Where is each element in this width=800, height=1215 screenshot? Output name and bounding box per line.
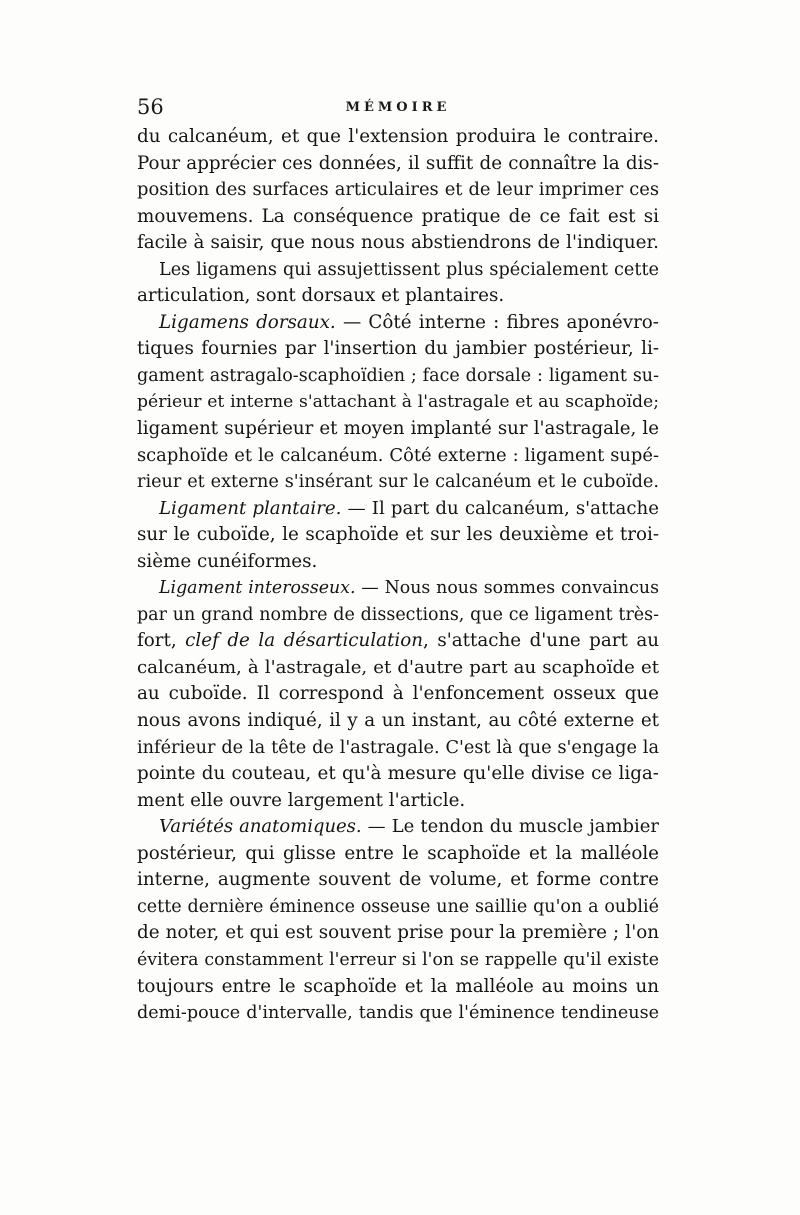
emphasis: clef de la désarticulation [185, 630, 424, 652]
text-line: interne, augmente souvent de volume, et forme contre [137, 869, 659, 891]
text-line: au cuboïde. Il correspond à l'enfoncement osseux que [137, 683, 659, 705]
page-number: 56 [137, 95, 164, 119]
text-line: Les ligamens qui assujettissent plus spécialement cette [159, 259, 659, 280]
text-line: fort, clef de la désarticulation, s'attache d'une part au [137, 630, 659, 652]
text-line: périeur et interne s'attachant à l'astragale et au scaphoïde; [137, 392, 659, 413]
running-head: MÉMOIRE [345, 100, 451, 115]
text-line: évitera constamment l'erreur si l'on se rappelle qu'il existe [137, 949, 659, 970]
text-line: mouvemens. La conséquence pratique de ce fait est si [137, 205, 659, 227]
text-line: cette dernière éminence osseuse une saillie qu'on a oublié [137, 896, 659, 917]
body-text [137, 124, 659, 1027]
text-line: Ligament plantaire. — Il part du calcanéum, s'attache [159, 497, 659, 519]
text-line: Pour apprécier ces données, il suffit de connaître la dis- [137, 152, 659, 174]
section-heading: Ligament plantaire. [159, 497, 342, 519]
text-line: toujours entre le scaphoïde et la malléole au moins un [137, 975, 659, 997]
page-header [137, 95, 659, 123]
text-line: rieur et externe s'insérant sur le calcanéum et le cuboïde. [137, 472, 659, 493]
text-line: facile à saisir, que nous nous abstiendrons de l'indiquer. [137, 232, 659, 254]
text-line: Variétés anatomiques. — Le tendon du muscle jambier [159, 816, 660, 838]
section-heading: Variétés anatomiques. [159, 816, 362, 838]
text-line: sur le cuboïde, le scaphoïde et sur les deuxième et troi- [137, 524, 659, 546]
text-line: par un grand nombre de dissections, que ce ligament très- [137, 604, 659, 625]
text-line: calcanéum, à l'astragale, et d'autre part au scaphoïde et [137, 656, 659, 678]
text-line: sième cunéiformes. [137, 550, 318, 572]
section-heading: Ligament interosseux. [159, 578, 356, 599]
text-line: position des surfaces articulaires et de leur imprimer ces [137, 179, 659, 201]
text-line: nous avons indiqué, il y a un instant, au côté externe et [137, 710, 659, 732]
text-line: gament astragalo-scaphoïdien ; face dorsale : ligament su- [137, 365, 659, 386]
text-line: scaphoïde et le calcanéum. Côté externe : ligament supé- [137, 444, 659, 466]
text-line: Ligament interosseux. — Nous nous sommes convaincus [159, 578, 659, 599]
text-line: tiques fournies par l'insertion du jambier postérieur, li- [137, 338, 659, 360]
text-line: ment elle ouvre largement l'article. [137, 789, 466, 811]
text-line: articulation, sont dorsaux et plantaires. [137, 285, 505, 307]
text-line: postérieur, qui glisse entre le scaphoïde et la malléole [137, 842, 659, 864]
section-heading: Ligamens dorsaux. [159, 311, 336, 333]
text-line: ligament supérieur et moyen implanté sur l'astragale, le [137, 418, 659, 440]
text-line: inférieur de la tête de l'astragale. C'est là que s'engage la [137, 737, 659, 758]
text-line: du calcanéum, et que l'extension produira le contraire. [137, 126, 659, 147]
text-line: Ligamens dorsaux. — Côté interne : fibres aponévro- [159, 311, 659, 333]
text-line: demi-pouce d'intervalle, tandis que l'éminence tendineuse [137, 1003, 659, 1024]
text-line: pointe du couteau, et qu'à mesure qu'elle divise ce liga- [137, 763, 659, 785]
text-line: de noter, et qui est souvent prise pour la première ; l'on [137, 922, 659, 944]
